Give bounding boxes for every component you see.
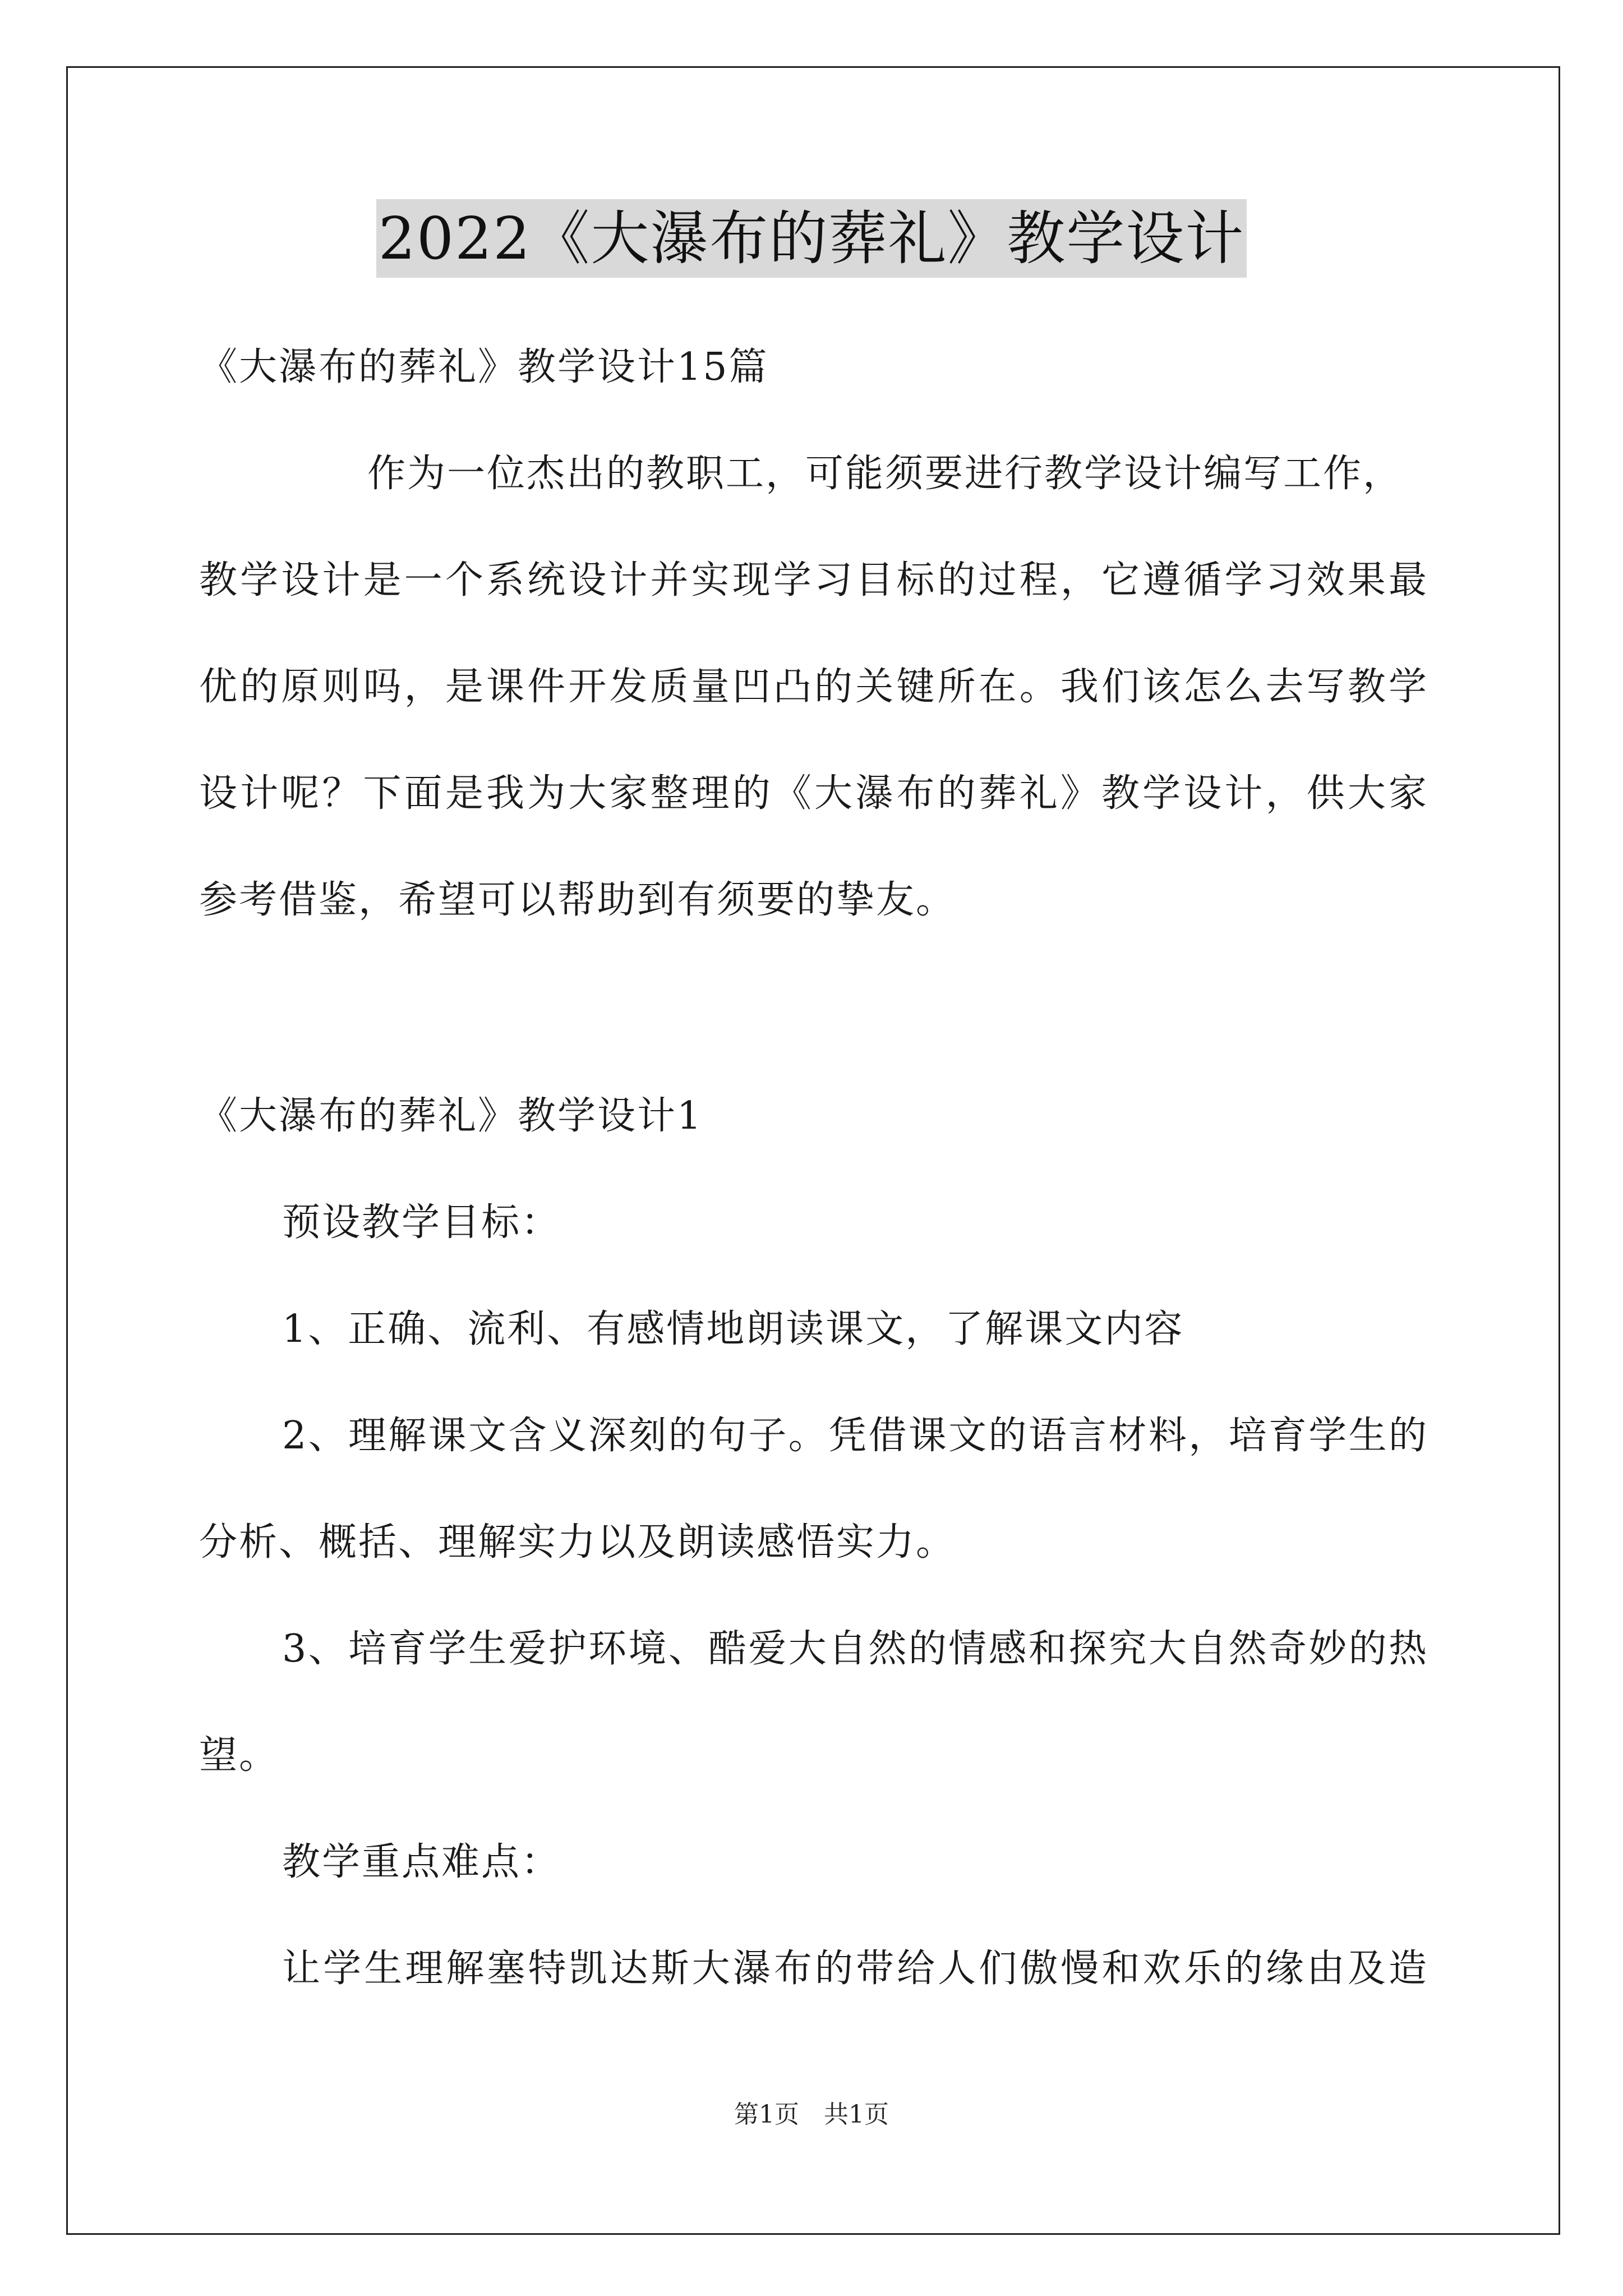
- goal-1: 1、正确、流利、有感情地朗读课文，了解课文内容: [282, 1307, 1184, 1351]
- goal-3-line-1: 3、培育学生爱护环境、酷爱大自然的情感和探究大自然奇妙的热: [282, 1627, 1428, 1671]
- goal-3-line-2: 望。: [199, 1733, 279, 1778]
- page-footer: [0, 2098, 1623, 2132]
- goal-2-line-2: 分析、概括、理解实力以及朗读感悟实力。: [199, 1520, 956, 1565]
- page-total: 共1页: [824, 2100, 889, 2129]
- key-points-heading: 教学重点难点：: [282, 1840, 561, 1884]
- goal-2-line-1: 2、理解课文含义深刻的句子。凭借课文的语言材料，培育学生的: [282, 1414, 1428, 1458]
- key-points-line: 让学生理解塞特凯达斯大瀑布的带给人们傲慢和欢乐的缘由及造: [282, 1947, 1428, 1991]
- title-container: [0, 199, 1623, 278]
- intro-line-5: 参考借鉴，希望可以帮助到有须要的挚友。: [199, 878, 956, 922]
- document-title: 2022《大瀑布的葬礼》教学设计: [376, 199, 1247, 278]
- intro-line-1: 作为一位杰出的教职工，可能须要进行教学设计编写工作，: [367, 452, 1403, 496]
- intro-line-2: 教学设计是一个系统设计并实现学习目标的过程，它遵循学习效果最: [199, 558, 1428, 602]
- section-heading: 《大瀑布的葬礼》教学设计1: [199, 1094, 703, 1138]
- page-number: 第1页: [734, 2100, 799, 2129]
- intro-line-3: 优的原则吗，是课件开发质量凹凸的关键所在。我们该怎么去写教学: [199, 665, 1428, 709]
- document-body: [199, 314, 1428, 2022]
- paragraph-gap: [199, 954, 1428, 1063]
- intro-line-4: 设计呢？下面是我为大家整理的《大瀑布的葬礼》教学设计，供大家: [199, 771, 1428, 816]
- goals-heading: 预设教学目标：: [282, 1200, 561, 1245]
- document-subtitle: 《大瀑布的葬礼》教学设计15篇: [199, 345, 769, 389]
